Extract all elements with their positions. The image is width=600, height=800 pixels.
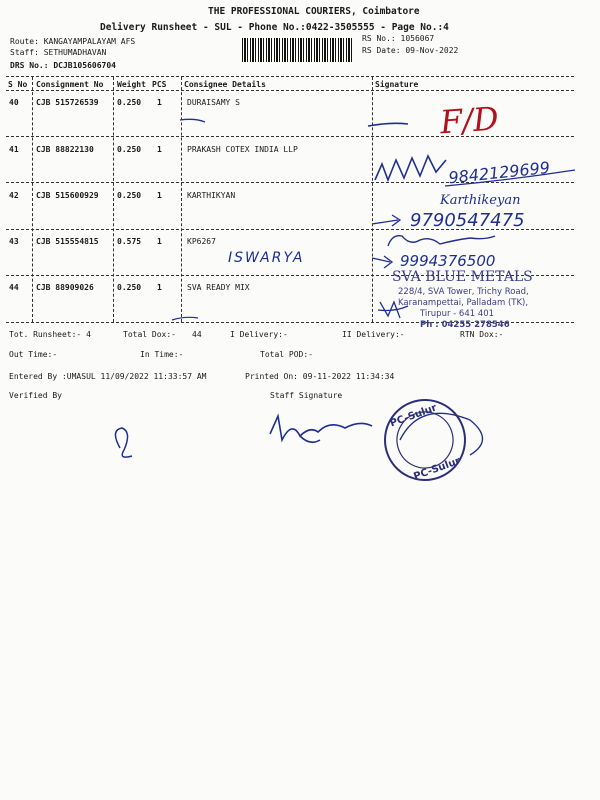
col-divider (372, 77, 373, 322)
row-weight: 0.575 (117, 237, 142, 246)
out-time: Out Time:- (9, 350, 58, 359)
sva-stamp-line3: Tirupur - 641 401 (420, 309, 495, 319)
row43-scribble (388, 236, 495, 246)
sva-stamp-phone: Ph : 04255 278546 (420, 320, 510, 330)
row43-name: ISWARYA (228, 250, 305, 266)
row43-phone: 9994376500 (400, 252, 496, 270)
row-divider (6, 136, 574, 137)
row44-dash (172, 317, 198, 320)
in-time: In Time:- (140, 350, 184, 359)
row-consignment: CJB 515726539 (36, 98, 99, 107)
row-consignment: CJB 88909026 (36, 283, 94, 292)
row-pcs: 1 (157, 283, 162, 292)
col-signature: Signature (375, 80, 419, 89)
col-divider (113, 77, 114, 322)
printed-on: Printed On: 09-11-2022 11:34:34 (245, 372, 395, 381)
row-consignee: KP6267 (187, 237, 216, 246)
row-pcs: 1 (157, 98, 162, 107)
row-consignment: CJB 515600929 (36, 191, 99, 200)
runsheet-title: Delivery Runsheet - SUL - Phone No.:0422-3505555 - Page No.:4 (100, 22, 449, 33)
table-header-rule (6, 90, 574, 91)
round-stamp-bottom: PC-Sulur (412, 455, 462, 483)
row42-name: Karthikeyan (440, 193, 521, 208)
table-bottom-rule (6, 322, 574, 323)
rtn-dox: RTN Dox:- (460, 330, 504, 339)
staff-signature-label: Staff Signature (270, 391, 343, 400)
round-stamp (374, 389, 477, 492)
row41-scribble (375, 156, 446, 180)
row43-arrow (372, 256, 392, 268)
staff-text: Staff: SETHUMADHAVAN (10, 48, 107, 57)
sva-stamp-line2: Karanampettai, Palladam (TK), (398, 298, 529, 308)
row-pcs: 1 (157, 191, 162, 200)
row-sno: 44 (9, 283, 19, 292)
row-pcs: 1 (157, 145, 162, 154)
row41-phone: 9842129699 (447, 157, 551, 188)
ii-delivery: II Delivery:- (342, 330, 405, 339)
row-weight: 0.250 (117, 283, 142, 292)
row42-arrow (372, 215, 400, 226)
sva-signature (378, 302, 408, 318)
row-weight: 0.250 (117, 145, 142, 154)
table-top-rule (6, 76, 574, 77)
col-sno: S No (8, 80, 28, 89)
row-sno: 43 (9, 237, 19, 246)
col-pcs: PCS (152, 80, 167, 89)
col-weight: Weight (117, 80, 146, 89)
row42-phone: 9790547475 (410, 210, 525, 231)
col-divider (181, 77, 182, 322)
row-consignee: KARTHIKYAN (187, 191, 236, 200)
row-consignee: DURAISAMY S (187, 98, 240, 107)
row-sno: 41 (9, 145, 19, 154)
row40-fd-mark: F/D (438, 99, 500, 142)
row40-dash (368, 123, 408, 126)
col-consignee: Consignee Details (184, 80, 266, 89)
drs-number: DRS No.: DCJB105606704 (10, 61, 116, 70)
row-divider (6, 275, 574, 276)
col-consignment: Consignment No (36, 80, 104, 89)
staff-signature-loop (400, 413, 483, 455)
total-dox-value: 44 (192, 330, 202, 339)
row-weight: 0.250 (117, 98, 142, 107)
row-consignee: SVA READY MIX (187, 283, 250, 292)
row-weight: 0.250 (117, 191, 142, 200)
entered-by: Entered By :UMASUL 11/09/2022 11:33:57 AM (9, 372, 207, 381)
i-delivery: I Delivery:- (230, 330, 288, 339)
total-pod: Total POD:- (260, 350, 313, 359)
row-sno: 42 (9, 191, 19, 200)
round-stamp-top: PC-Sulur (388, 402, 439, 430)
row-consignee: PRAKASH COTEX INDIA LLP (187, 145, 298, 154)
verified-by: Verified By (9, 391, 62, 400)
row40-tick (180, 119, 205, 122)
row-consignment: CJB 88822130 (36, 145, 94, 154)
sva-stamp-name: SVA BLUE METALS (392, 269, 533, 285)
staff-signature (270, 416, 372, 442)
rs-number: RS No.: 1056067 (362, 34, 435, 43)
rs-date: RS Date: 09-Nov-2022 (362, 46, 459, 55)
row-pcs: 1 (157, 237, 162, 246)
row41-underline (445, 170, 575, 186)
tot-runsheet: Tot. Runsheet:- 4 (9, 330, 91, 339)
route-text: Route: KANGAYAMPALAYAM AFS (10, 37, 136, 46)
row-divider (6, 229, 574, 230)
total-dox-label: Total Dox:- (123, 330, 176, 339)
row-sno: 40 (9, 98, 19, 107)
row-consignment: CJB 515554815 (36, 237, 99, 246)
sva-stamp-line1: 228/4, SVA Tower, Trichy Road, (398, 287, 529, 297)
verified-signature (115, 428, 132, 457)
barcode (242, 38, 352, 62)
company-title: THE PROFESSIONAL COURIERS, Coimbatore (208, 6, 420, 17)
row-divider (6, 182, 574, 183)
col-divider (32, 77, 33, 322)
